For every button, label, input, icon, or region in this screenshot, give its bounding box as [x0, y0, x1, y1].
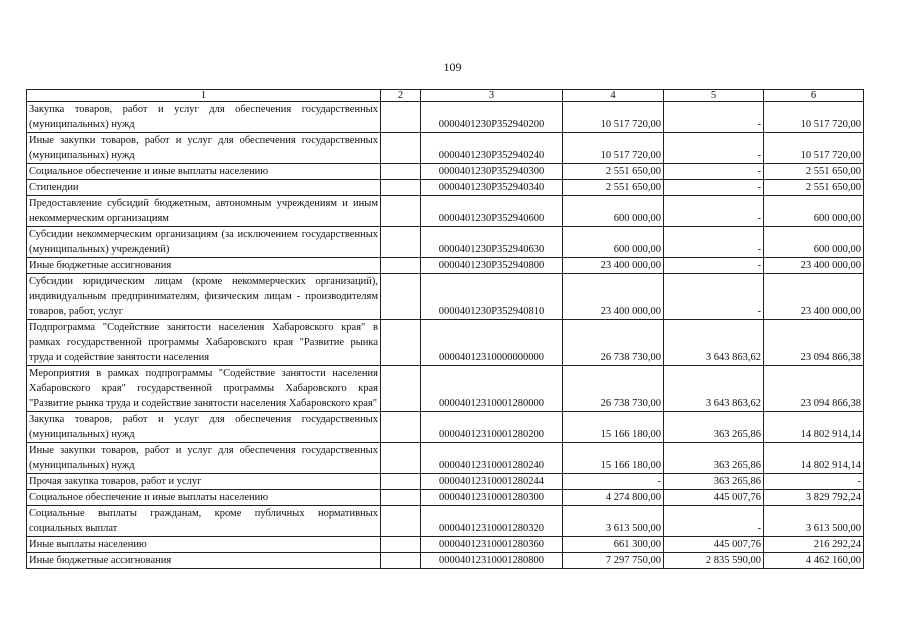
row-name: Субсидии некоммерческим организациям (за исключением государственных (муниципальных) учреждений) — [27, 227, 381, 258]
row-code: 00004012310001280240 — [421, 443, 563, 474]
table-row — [27, 320, 864, 366]
row-col2 — [381, 537, 421, 553]
row-name: Иные закупки товаров, работ и услуг для обеспечения государственных (муниципальных) нужд — [27, 443, 381, 474]
table-row — [27, 443, 864, 474]
row-col5: - — [664, 258, 764, 274]
row-col4: 15 166 180,00 — [563, 412, 664, 443]
row-col6: 14 802 914,14 — [764, 412, 864, 443]
table-row — [27, 366, 864, 412]
row-code: 00004012310001280320 — [421, 506, 563, 537]
column-header-4: 4 — [563, 90, 664, 102]
row-col5: 363 265,86 — [664, 474, 764, 490]
row-col2 — [381, 366, 421, 412]
table-row — [27, 102, 864, 133]
row-col6: 23 400 000,00 — [764, 274, 864, 320]
table-row — [27, 196, 864, 227]
row-col4: 23 400 000,00 — [563, 258, 664, 274]
row-code: 0000401230Р352940300 — [421, 164, 563, 180]
row-code: 0000401230Р352940630 — [421, 227, 563, 258]
row-code: 0000401230Р352940810 — [421, 274, 563, 320]
table-row — [27, 133, 864, 164]
row-code: 0000401230Р352940800 — [421, 258, 563, 274]
row-col2 — [381, 443, 421, 474]
table-header — [27, 90, 864, 102]
table-row — [27, 412, 864, 443]
row-name: Прочая закупка товаров, работ и услуг — [27, 474, 381, 490]
row-col6: 3 829 792,24 — [764, 490, 864, 506]
row-code: 0000401230Р352940340 — [421, 180, 563, 196]
row-col4: 3 613 500,00 — [563, 506, 664, 537]
row-col4: 4 274 800,00 — [563, 490, 664, 506]
row-code: 0000401230Р352940600 — [421, 196, 563, 227]
row-code: 0000401230Р352940240 — [421, 133, 563, 164]
row-code: 00004012310000000000 — [421, 320, 563, 366]
row-col5: - — [664, 133, 764, 164]
table-row — [27, 506, 864, 537]
row-col6: 600 000,00 — [764, 227, 864, 258]
row-col2 — [381, 274, 421, 320]
row-name: Иные выплаты населению — [27, 537, 381, 553]
row-col4: - — [563, 474, 664, 490]
row-col5: 445 007,76 — [664, 537, 764, 553]
table-body — [27, 102, 864, 569]
row-col2 — [381, 412, 421, 443]
row-col6: 10 517 720,00 — [764, 133, 864, 164]
row-col2 — [381, 164, 421, 180]
row-name: Иные бюджетные ассигнования — [27, 258, 381, 274]
row-col4: 10 517 720,00 — [563, 102, 664, 133]
row-name: Иные бюджетные ассигнования — [27, 553, 381, 569]
row-col2 — [381, 180, 421, 196]
row-col5: - — [664, 180, 764, 196]
row-col5: 363 265,86 — [664, 443, 764, 474]
table-row — [27, 553, 864, 569]
column-header-5: 5 — [664, 90, 764, 102]
row-name: Закупка товаров, работ и услуг для обеспечения государственных (муниципальных) нужд — [27, 102, 381, 133]
row-col5: - — [664, 196, 764, 227]
header-row — [27, 90, 864, 102]
row-name: Подпрограмма "Содействие занятости населения Хабаровского края" в рамках государственной программы Хабаровского края "Развитие рынка труда и содействие занятости населения — [27, 320, 381, 366]
column-header-2: 2 — [381, 90, 421, 102]
row-col4: 2 551 650,00 — [563, 164, 664, 180]
table-row — [27, 537, 864, 553]
column-header-3: 3 — [421, 90, 563, 102]
row-col6: 14 802 914,14 — [764, 443, 864, 474]
row-name: Стипендии — [27, 180, 381, 196]
row-col5: - — [664, 506, 764, 537]
row-col6: 23 094 866,38 — [764, 366, 864, 412]
row-col2 — [381, 196, 421, 227]
row-col4: 23 400 000,00 — [563, 274, 664, 320]
row-col4: 7 297 750,00 — [563, 553, 664, 569]
row-name: Социальные выплаты гражданам, кроме публичных нормативных социальных выплат — [27, 506, 381, 537]
row-col6: 2 551 650,00 — [764, 164, 864, 180]
row-col4: 600 000,00 — [563, 196, 664, 227]
row-col6: 23 400 000,00 — [764, 258, 864, 274]
table-row — [27, 258, 864, 274]
row-col5: 445 007,76 — [664, 490, 764, 506]
row-col4: 26 738 730,00 — [563, 366, 664, 412]
row-code: 0000401230Р352940200 — [421, 102, 563, 133]
row-col6: 600 000,00 — [764, 196, 864, 227]
row-col5: 3 643 863,62 — [664, 366, 764, 412]
row-col5: - — [664, 164, 764, 180]
row-col4: 10 517 720,00 — [563, 133, 664, 164]
budget-table — [26, 89, 864, 569]
row-col6: 23 094 866,38 — [764, 320, 864, 366]
row-code: 00004012310001280244 — [421, 474, 563, 490]
row-col4: 661 300,00 — [563, 537, 664, 553]
table-row — [27, 164, 864, 180]
column-header-6: 6 — [764, 90, 864, 102]
page-number: 109 — [443, 60, 462, 74]
row-name: Субсидии юридическим лицам (кроме некоммерческих организаций), индивидуальным предпринимателям, физическим лицам - производителям товаров, работ, услуг — [27, 274, 381, 320]
column-header-1: 1 — [27, 90, 381, 102]
row-col5: - — [664, 227, 764, 258]
row-name: Закупка товаров, работ и услуг для обеспечения государственных (муниципальных) нужд — [27, 412, 381, 443]
row-name: Мероприятия в рамках подпрограммы "Содействие занятости населения Хабаровского края" государственной программы Хабаровского края "Развитие рынка труда и содействие занятости населения Хабаровского края" — [27, 366, 381, 412]
row-col2 — [381, 102, 421, 133]
row-col2 — [381, 227, 421, 258]
row-col5: - — [664, 274, 764, 320]
row-col6: 216 292,24 — [764, 537, 864, 553]
row-col4: 2 551 650,00 — [563, 180, 664, 196]
row-col6: 2 551 650,00 — [764, 180, 864, 196]
row-col2 — [381, 258, 421, 274]
row-name: Предоставление субсидий бюджетным, автономным учреждениям и иным некоммерческим организациям — [27, 196, 381, 227]
row-col6: 4 462 160,00 — [764, 553, 864, 569]
row-name: Иные закупки товаров, работ и услуг для обеспечения государственных (муниципальных) нужд — [27, 133, 381, 164]
table-row — [27, 490, 864, 506]
table-row — [27, 180, 864, 196]
row-col4: 600 000,00 — [563, 227, 664, 258]
row-code: 00004012310001280200 — [421, 412, 563, 443]
row-code: 00004012310001280300 — [421, 490, 563, 506]
row-col5: 363 265,86 — [664, 412, 764, 443]
row-col4: 26 738 730,00 — [563, 320, 664, 366]
row-col2 — [381, 133, 421, 164]
row-col6: - — [764, 474, 864, 490]
row-col5: 3 643 863,62 — [664, 320, 764, 366]
row-col4: 15 166 180,00 — [563, 443, 664, 474]
row-code: 00004012310001280800 — [421, 553, 563, 569]
table-row — [27, 274, 864, 320]
table-row — [27, 474, 864, 490]
row-col2 — [381, 506, 421, 537]
row-col5: 2 835 590,00 — [664, 553, 764, 569]
row-col6: 3 613 500,00 — [764, 506, 864, 537]
row-code: 00004012310001280360 — [421, 537, 563, 553]
row-col5: - — [664, 102, 764, 133]
row-col2 — [381, 553, 421, 569]
row-name: Социальное обеспечение и иные выплаты населению — [27, 164, 381, 180]
row-col2 — [381, 474, 421, 490]
row-col2 — [381, 490, 421, 506]
row-col2 — [381, 320, 421, 366]
row-name: Социальное обеспечение и иные выплаты населению — [27, 490, 381, 506]
row-col6: 10 517 720,00 — [764, 102, 864, 133]
row-code: 00004012310001280000 — [421, 366, 563, 412]
table-row — [27, 227, 864, 258]
